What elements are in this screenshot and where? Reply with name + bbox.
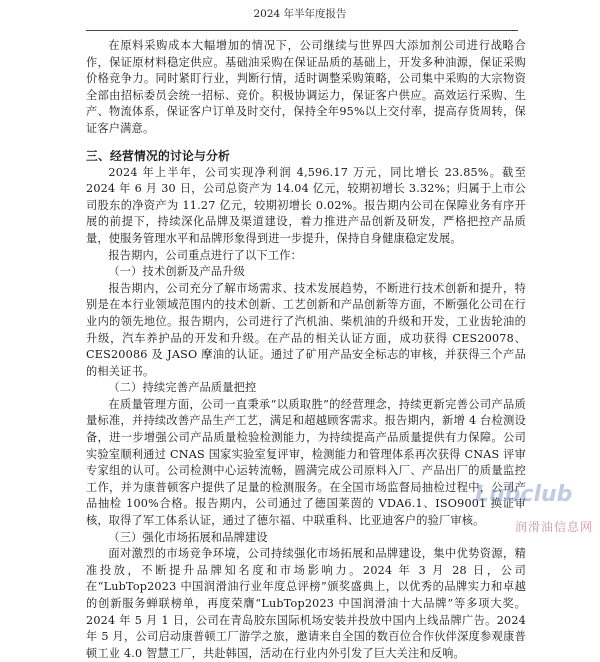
- subheading-market-brand: （三）强化市场拓展和品牌建设: [108, 530, 268, 544]
- section-heading-business-analysis: 三、经营情况的讨论与分析: [86, 148, 230, 163]
- report-header: 2024 年半年度报告: [253, 8, 347, 20]
- watermark-site-name: 润滑油信息网: [515, 520, 594, 534]
- subheading-quality-control: （二）持续完善产品质量把控: [108, 381, 257, 395]
- paragraph-tech-innovation: 报告期内，公司充分了解市场需求、技术发展趋势，不断进行技术创新和提升，特别是在本行业领域范围内的技术创新、工艺创新和产品创新等方面，不断强化公司在行业内的领先地位。报告期内，公司进行了汽机油、柴机油的升级和开发，工业齿轮油的升级，汽车养护品的开发和升级。在产品的相关认证方面，成功获得 CES20078、CES20086 及 JASO 摩油的认证。通过了矿用产品安全标志的审核，并获得三个产品的相关证书。: [86, 281, 526, 378]
- report-body: [86, 38, 526, 662]
- watermark-logo-text: Lubclub: [475, 482, 573, 507]
- header-divider: [86, 30, 518, 31]
- paragraph-quality-control: 在质量管理方面，公司一直秉承“以质取胜”的经营理念，持续更新完善公司产品质量标准，并持续改善产品生产工艺，满足和超越顾客需求。报告期内，新增 4 台检测设备，进一步增强公司产品质量检验检测能力，为持续提高产品质量提供有力保障。公司实验室顺利通过 CNAS 国家实验室复评审，检测能力和管理体系再次获得 CNAS 评审专家组的认可。公司检测中心运转流畅，圆满完成公司原料入厂、产品出厂的质量监控工作，并为康普顿客户提供了足量的检测服务。在全国市场监督局抽检过程中，公司产品抽检 100%合格。报告期内，公司通过了德国莱茵的 VDA6.1、ISO9001 换证审核，取得了军工体系认证，通过了德尔福、中联重科、比亚迪客户的验厂审核。: [86, 397, 526, 528]
- paragraph-procurement: 在原料采购成本大幅增加的情况下，公司继续与世界四大添加剂公司进行战略合作，保证原材料稳定供应。基础油采购在保证品质的基础上，开发多种油源，保证采购价格竞争力。同时紧盯行业，判断行情，适时调整采购策略，公司集中采购的大宗物资全部由招标委员会统一招标、竞价。积极协调运力，保证客户供应。高效运行采购、生产、物流体系，保证客户订单及时交付，保持全年95%以上交付率，提高存货周转，保证客户满意。: [86, 39, 526, 135]
- paragraph-financial-summary: 2024 年上半年，公司实现净利润 4,596.17 万元，同比增长 23.85%。截至 2024 年 6 月 30 日，公司总资产为 14.04 亿元，较期初增长 3.32%；归属于上市公司股东的净资产为 11.27 亿元，较期初增长 0.02%。报告期内公司在保障业务有序开展的前提下，持续深化品牌及渠道建设，着力推进产品创新及研发，严格把控产品质量，使服务管理水平和品牌形象得到进一步提升，保持自身健康稳定发展。: [86, 165, 526, 245]
- subheading-tech-innovation: （一）技术创新及产品升级: [108, 265, 246, 279]
- paragraph-key-work-intro: 报告期内，公司重点进行了以下工作：: [108, 248, 302, 262]
- paragraph-market-brand: 面对激烈的市场竞争环境，公司持续强化市场拓展和品牌建设，集中优势资源，精准投放，不断提升品牌知名度和市场影响力。2024 年 3 月 28 日，公司在“LubTop2023 中国润滑油行业年度总评榜”颁奖盛典上，以优秀的品牌实力和卓越的创新服务蝉联榜单，再度荣膺“LubTop2023 中国润滑油十大品牌”等多项大奖。2024 年 5 月 1 日，公司在青岛胶东国际机场安装并投放中国内上线品牌广告。2024 年 5 月，公司启动康普顿工厂游学之旅，邀请来自全国的数百位合作伙伴深度参观康普顿工业 4.0 智慧工厂，共赴韩国，活动在行业内外引发了巨大关注和反响。: [86, 547, 526, 660]
